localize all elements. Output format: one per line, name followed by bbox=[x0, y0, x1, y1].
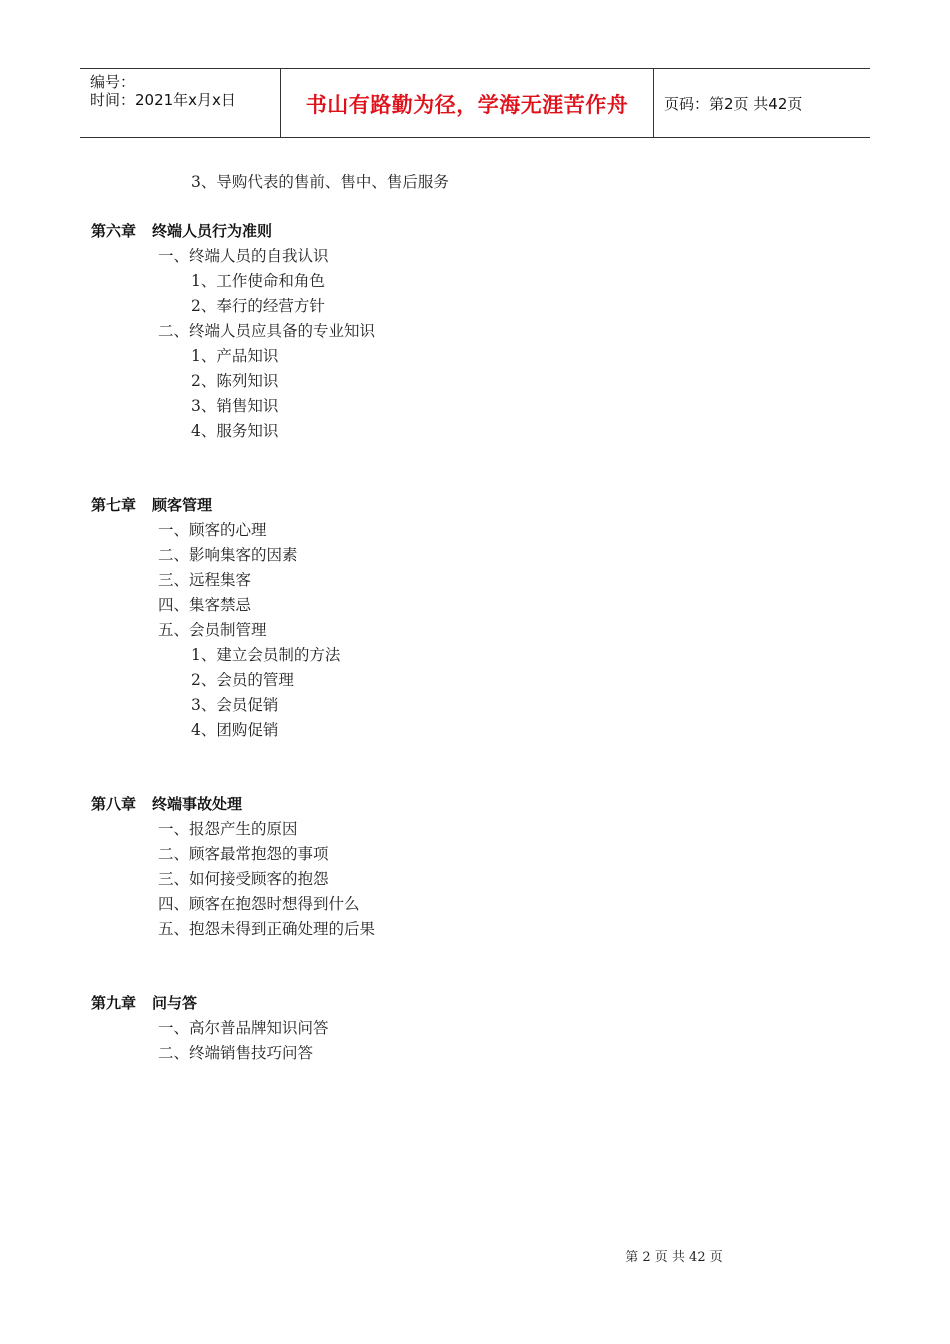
chapter-heading bbox=[91, 993, 197, 1013]
page-footer bbox=[0, 1246, 950, 1265]
section-item: 四、集客禁忌 bbox=[158, 596, 252, 614]
header-page-info: 页码：第2页 共42页 bbox=[664, 94, 803, 113]
subsection-item: 4、服务知识 bbox=[191, 422, 279, 440]
section-item: 四、顾客在抱怨时想得到什么 bbox=[158, 895, 360, 913]
subsection-item: 3、会员促销 bbox=[191, 696, 279, 714]
header-motto-cell bbox=[281, 69, 654, 137]
section-item: 二、终端销售技巧问答 bbox=[158, 1044, 314, 1062]
subsection-item: 4、团购促销 bbox=[191, 721, 279, 739]
chapter-title: 顾客管理 bbox=[152, 496, 213, 514]
subsection-item: 1、产品知识 bbox=[191, 347, 279, 365]
document-number-label: 编号： bbox=[90, 73, 136, 91]
section-item: 一、顾客的心理 bbox=[158, 521, 267, 539]
section-item: 三、如何接受顾客的抱怨 bbox=[158, 870, 329, 888]
header-page-cell bbox=[654, 69, 880, 137]
section-item: 二、终端人员应具备的专业知识 bbox=[158, 322, 376, 340]
document-time-label: 时间：2021年x月x日 bbox=[90, 91, 236, 109]
subsection-item: 2、会员的管理 bbox=[191, 671, 294, 689]
section-item: 一、终端人员的自我认识 bbox=[158, 247, 329, 265]
chapter-title: 问与答 bbox=[152, 994, 198, 1012]
chapter-number: 第六章 bbox=[91, 222, 137, 240]
header-meta-cell bbox=[80, 69, 281, 137]
section-item: 一、报怨产生的原因 bbox=[158, 820, 298, 838]
subsection-item: 1、工作使命和角色 bbox=[191, 272, 325, 290]
header-motto: 书山有路勤为径，学海无涯苦作舟 bbox=[305, 93, 629, 117]
chapter-title: 终端事故处理 bbox=[152, 795, 243, 813]
subsection-item: 2、奉行的经营方针 bbox=[191, 297, 325, 315]
chapter-heading bbox=[91, 794, 242, 814]
section-item: 五、会员制管理 bbox=[158, 621, 267, 639]
subsection-item: 2、陈列知识 bbox=[191, 372, 279, 390]
section-item: 二、顾客最常抱怨的事项 bbox=[158, 845, 329, 863]
subsection-item: 1、建立会员制的方法 bbox=[191, 646, 341, 664]
section-item: 三、远程集客 bbox=[158, 571, 252, 589]
page-header bbox=[80, 68, 870, 138]
footer-page-number: 第 2 页 共 42 页 bbox=[625, 1250, 723, 1265]
section-item: 五、抱怨未得到正确处理的后果 bbox=[158, 920, 376, 938]
chapter-title: 终端人员行为准则 bbox=[152, 222, 273, 240]
subsection-item: 3、导购代表的售前、售中、售后服务 bbox=[191, 173, 449, 191]
section-item: 二、影响集客的因素 bbox=[158, 546, 298, 564]
chapter-heading bbox=[91, 221, 272, 241]
section-item: 一、高尔普品牌知识问答 bbox=[158, 1019, 329, 1037]
subsection-item: 3、销售知识 bbox=[191, 397, 279, 415]
chapter-number: 第七章 bbox=[91, 496, 137, 514]
chapter-number: 第九章 bbox=[91, 994, 137, 1012]
chapter-heading bbox=[91, 495, 212, 515]
chapter-number: 第八章 bbox=[91, 795, 137, 813]
